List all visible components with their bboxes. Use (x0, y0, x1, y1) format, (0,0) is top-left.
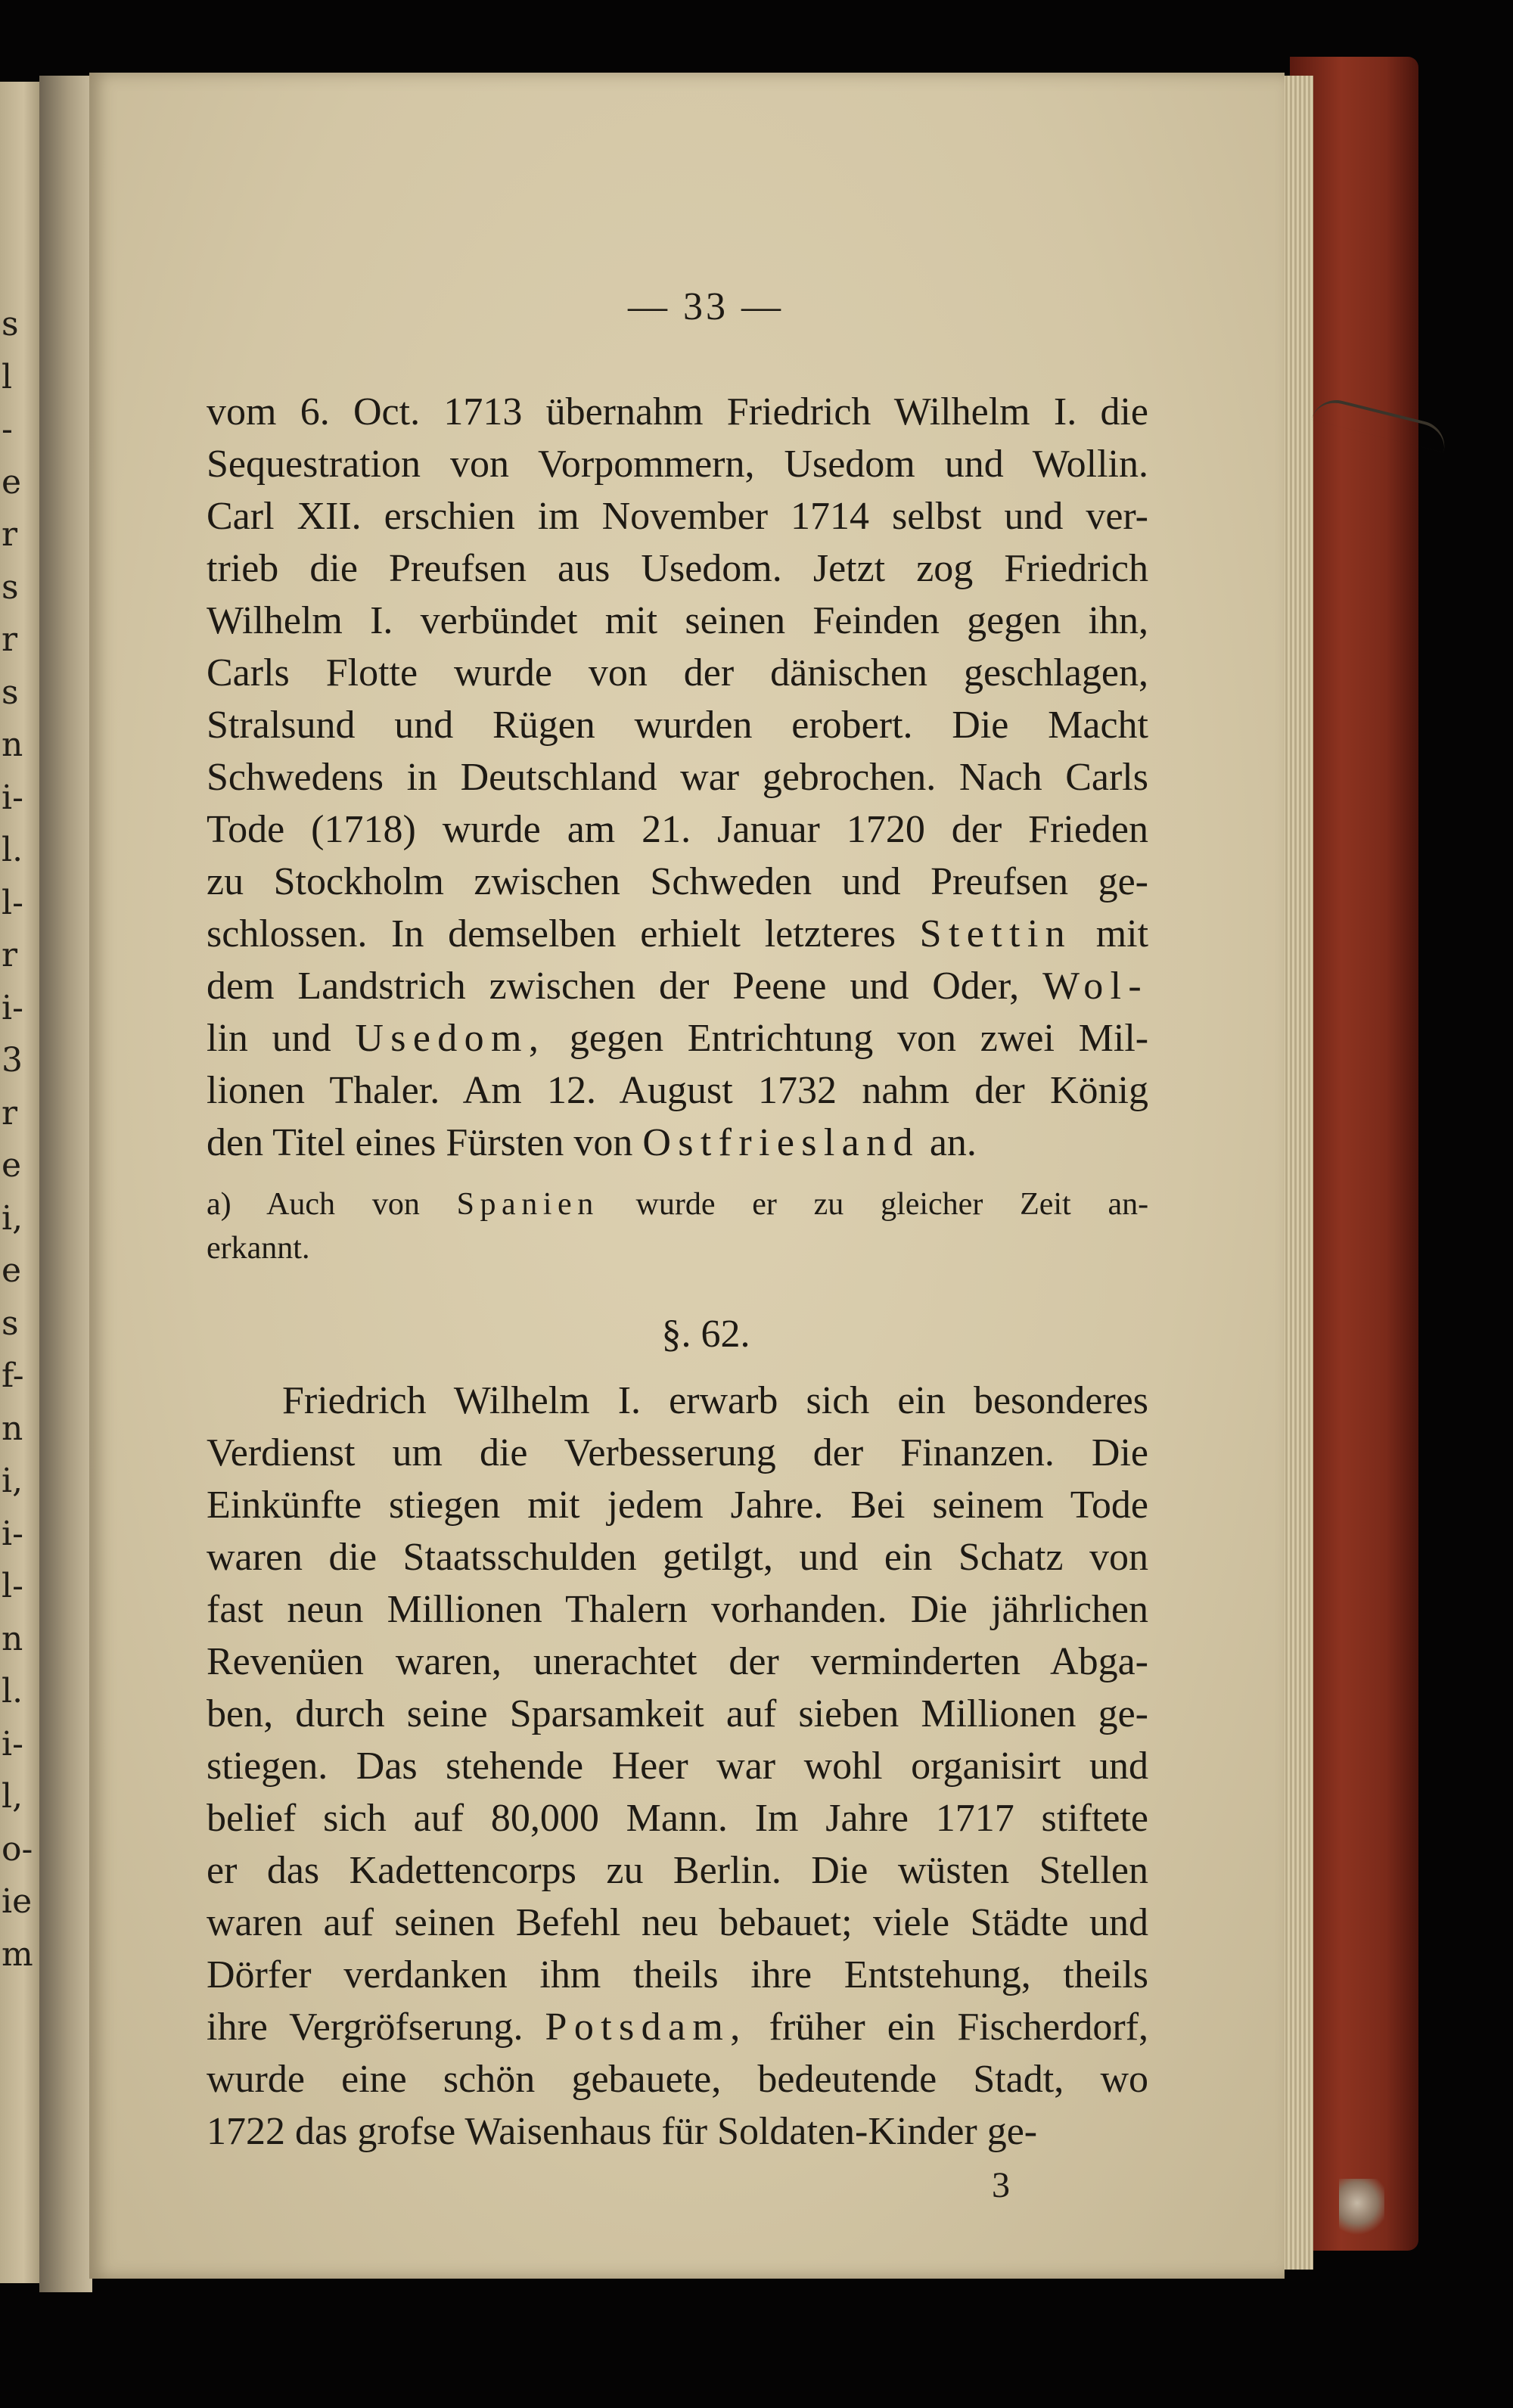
left-fragment: - (2, 412, 13, 448)
left-fragment: ie (2, 1884, 33, 1920)
left-page-text-fragments (0, 0, 39, 2408)
paragraph-1-line: lionen Thaler. Am 12. August 1732 nahm der König (207, 1069, 1148, 1112)
paragraph-1-line: Sequestration von Vorpommern, Usedom und Wollin. (207, 443, 1148, 486)
paragraph-1-line: lin und Usedom, gegen Entrichtung von zwei Mil- (207, 1017, 1148, 1060)
paragraph-1-line: zu Stockholm zwischen Schweden und Preufsen ge- (207, 860, 1148, 903)
left-fragment: i- (2, 779, 23, 816)
paragraph-2-line: belief sich auf 80,000 Mann. Im Jahre 1717 stiftete (207, 1797, 1148, 1840)
left-fragment: i- (2, 1515, 23, 1552)
paragraph-2-line: fast neun Millionen Thalern vorhanden. Die jährlichen (207, 1588, 1148, 1631)
left-fragment: s (2, 1305, 19, 1342)
paragraph-1-line: vom 6. Oct. 1713 übernahm Friedrich Wilhelm I. die (207, 390, 1148, 433)
footnote-line: erkannt. (207, 1231, 310, 1266)
left-fragment: s (2, 569, 19, 606)
paragraph-1-line: trieb die Preufsen aus Usedom. Jetzt zog Friedrich (207, 547, 1148, 590)
left-fragment: f- (2, 1358, 24, 1394)
left-fragment: s (2, 674, 19, 711)
left-fragment: e (2, 1148, 22, 1184)
left-fragment: i- (2, 990, 23, 1027)
worn-cover-corner (1339, 2179, 1384, 2239)
left-fragment: n (2, 727, 23, 763)
left-fragment: n (2, 1410, 23, 1447)
book-page-33 (89, 73, 1285, 2279)
footnote-line: a) Auch von Spanien wurde er zu gleicher Zeit an- (207, 1187, 1148, 1222)
left-fragment: r (2, 937, 18, 974)
paragraph-2-line: ben, durch seine Sparsamkeit auf sieben Millionen ge- (207, 1692, 1148, 1735)
paragraph-2-line: wurde eine schön gebauete, bedeutende Stadt, wo (207, 2058, 1148, 2101)
section-heading: §. 62. (661, 1313, 750, 1356)
left-fragment: l (2, 359, 13, 396)
left-fragment: n (2, 1620, 23, 1658)
paragraph-2-line: waren auf seinen Befehl neu bebauet; viele Städte und (207, 1901, 1148, 1944)
paragraph-2-line: 1722 das grofse Waisenhaus für Soldaten-Kinder ge- (207, 2110, 1038, 2153)
left-fragment: e (2, 1253, 22, 1289)
left-fragment: e (2, 464, 22, 501)
left-fragment: l- (2, 1568, 23, 1605)
left-fragment: i, (2, 1463, 23, 1499)
book-gutter (39, 76, 92, 2292)
paragraph-1-line: Carl XII. erschien im November 1714 selbst und ver- (207, 495, 1148, 538)
paragraph-2-line: Dörfer verdanken ihm theils ihre Entstehung, theils (207, 1953, 1148, 1996)
signature-mark: 3 (992, 2165, 1010, 2205)
paragraph-2-line: Revenüen waren, unerachtet der verminderten Abga- (207, 1640, 1148, 1683)
paragraph-2-line: ihre Vergröfserung. Potsdam, früher ein Fischerdorf, (207, 2006, 1148, 2049)
paragraph-1-line: Stralsund und Rügen wurden erobert. Die Macht (207, 704, 1148, 747)
left-fragment: l- (2, 884, 23, 921)
left-fragment: r (2, 622, 18, 658)
paragraph-1-line: Schwedens in Deutschland war gebrochen. Nach Carls (207, 756, 1148, 799)
left-fragment: s (2, 306, 19, 343)
paragraph-2-line: Friedrich Wilhelm I. erwarb sich ein besonderes (282, 1379, 1148, 1422)
paragraph-2-line: er das Kadettencorps zu Berlin. Die wüsten Stellen (207, 1849, 1148, 1892)
paragraph-1-line: Tode (1718) wurde am 21. Januar 1720 der Frieden (207, 808, 1148, 851)
left-fragment: o- (2, 1831, 33, 1868)
left-fragment: 3 (2, 1042, 23, 1079)
paragraph-1-line: den Titel eines Fürsten von Ostfriesland an. (207, 1121, 977, 1164)
left-fragment: r (2, 517, 18, 553)
paragraph-1-line: Carls Flotte wurde von der dänischen geschlagen, (207, 651, 1148, 694)
left-fragment: r (2, 1095, 18, 1132)
left-fragment: i- (2, 1726, 23, 1763)
left-fragment: m (2, 1936, 33, 1973)
left-fragment: l. (2, 832, 23, 868)
left-fragment: l. (2, 1673, 23, 1710)
paragraph-1-line: schlossen. In demselben erhielt letzteres Stettin mit (207, 912, 1148, 955)
page-number-header: — 33 — (628, 285, 784, 328)
paragraph-1-line: dem Landstrich zwischen der Peene und Oder, Wol- (207, 965, 1148, 1008)
paragraph-1-line: Wilhelm I. verbündet mit seinen Feinden gegen ihn, (207, 599, 1148, 642)
left-fragment: l, (2, 1779, 23, 1815)
paragraph-2-line: stiegen. Das stehende Heer war wohl organisirt und (207, 1745, 1148, 1788)
left-fragment: i, (2, 1200, 23, 1237)
paragraph-2-line: waren die Staatsschulden getilgt, und ein Schatz von (207, 1536, 1148, 1579)
paragraph-2-line: Verdienst um die Verbesserung der Finanzen. Die (207, 1431, 1148, 1474)
paragraph-2-line: Einkünfte stiegen mit jedem Jahre. Bei seinem Tode (207, 1484, 1148, 1527)
